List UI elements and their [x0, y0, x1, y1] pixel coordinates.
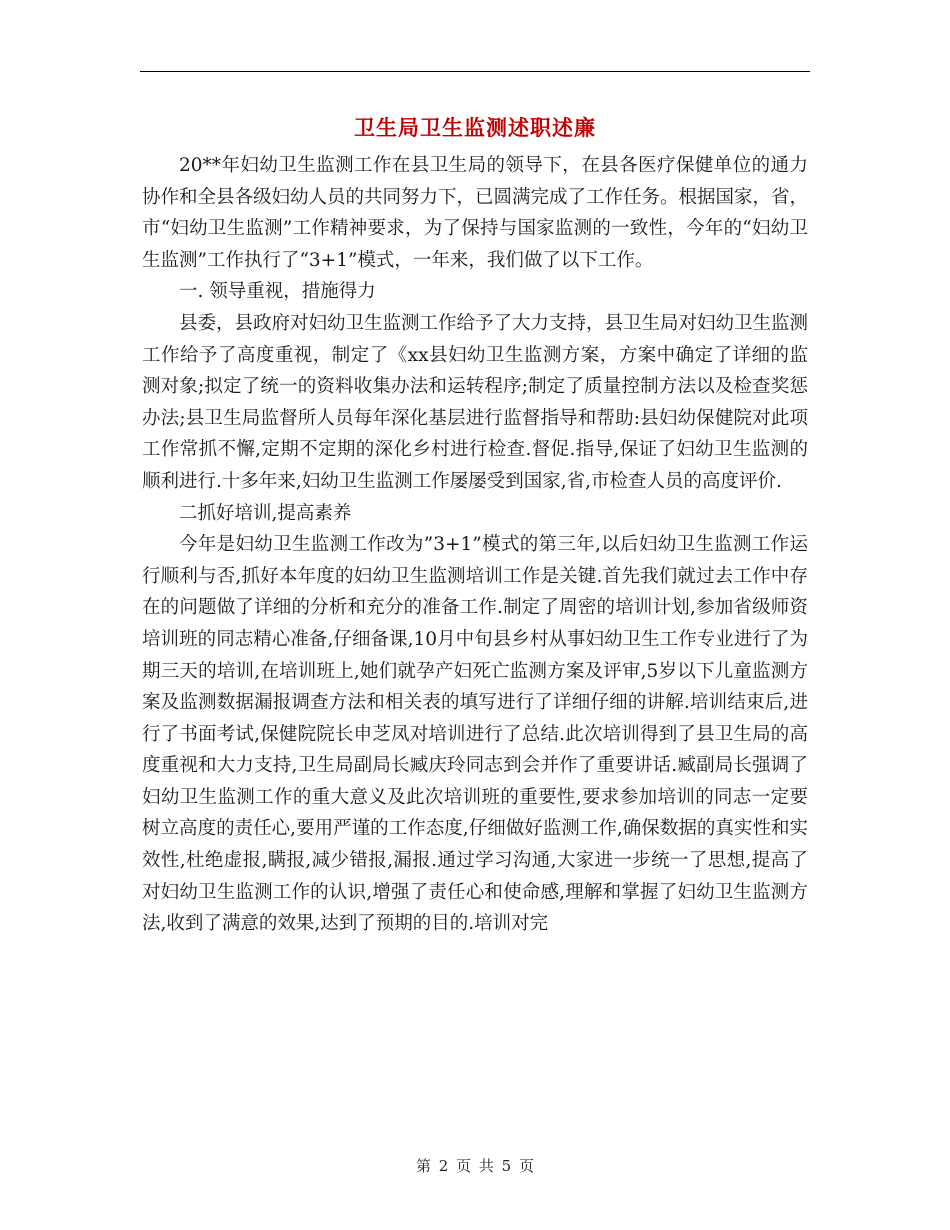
header-rule — [140, 71, 810, 72]
section-2-paragraph: 今年是妇幼卫生监测工作改为”3+1”模式的第三年,以后妇幼卫生监测工作运行顺利与否,抓好本年度的妇幼卫生监测培训工作是关键.首先我们就过去工作中存在的问题做了详细的分析和充分的准备工作.制定了周密的培训计划,参加省级师资培训班的同志精心准备,仔细备课,10月中旬县乡村从事妇幼卫生工作专业进行了为期三天的培训,在培训班上,她们就孕产妇死亡监测方案及评审,5岁以下儿童监测方案及监测数据漏报调查方法和相关表的填写进行了详细仔细的讲解.培训结束后,进行了书面考试,保健院院长申芝凤对培训进行了总结.此次培训得到了县卫生局的高度重视和大力支持,卫生局副局长臧庆玲同志到会并作了重要讲话.臧副局长强调了妇幼卫生监测工作的重大意义及此次培训班的重要性,要求参加培训的同志一定要树立高度的责任心,要用严谨的工作态度,仔细做好监测工作,确保数据的真实性和实效性,杜绝虚报,瞒报,减少错报,漏报.通过学习沟通,大家进一步统一了思想,提高了对妇幼卫生监测工作的认识,增强了责任心和使命感,理解和掌握了妇幼卫生监测方法,收到了满意的效果,达到了预期的目的.培训对完 — [142, 534, 808, 935]
section-heading-2: 二抓好培训,提高素养 — [179, 502, 352, 524]
document-title: 卫生局卫生监测述职述廉 — [354, 116, 596, 140]
page-footer: 第 2 页 共 5 页 — [416, 1157, 534, 1175]
section-1-paragraph: 县委，县政府对妇幼卫生监测工作给予了大力支持，县卫生局对妇幼卫生监测工作给予了高度重视，制定了《xx县妇幼卫生监测方案，方案中确定了详细的监测对象;拟定了统一的资料收集办法和运转程序;制定了质量控制方法以及检查奖惩办法;县卫生局监督所人员每年深化基层进行监督指导和帮助:县妇幼保健院对此项工作常抓不懈,定期不定期的深化乡村进行检查.督促.指导,保证了妇幼卫生监测的顺利进行.十多年来,妇幼卫生监测工作屡屡受到国家,省,市检查人员的高度评价. — [142, 312, 809, 492]
intro-paragraph: 20**年妇幼卫生监测工作在县卫生局的领导下，在县各医疗保健单位的通力协作和全县各级妇幼人员的共同努力下，已圆满完成了工作任务。根据国家，省，市“妇幼卫生监测”工作精神要求，为了保持与国家监测的一致性，今年的“妇幼卫生监测”工作执行了“3+1”模式，一年来，我们做了以下工作。 — [142, 155, 809, 271]
document-body — [142, 150, 808, 940]
section-heading-1: 一. 领导重视，措施得力 — [179, 281, 376, 303]
